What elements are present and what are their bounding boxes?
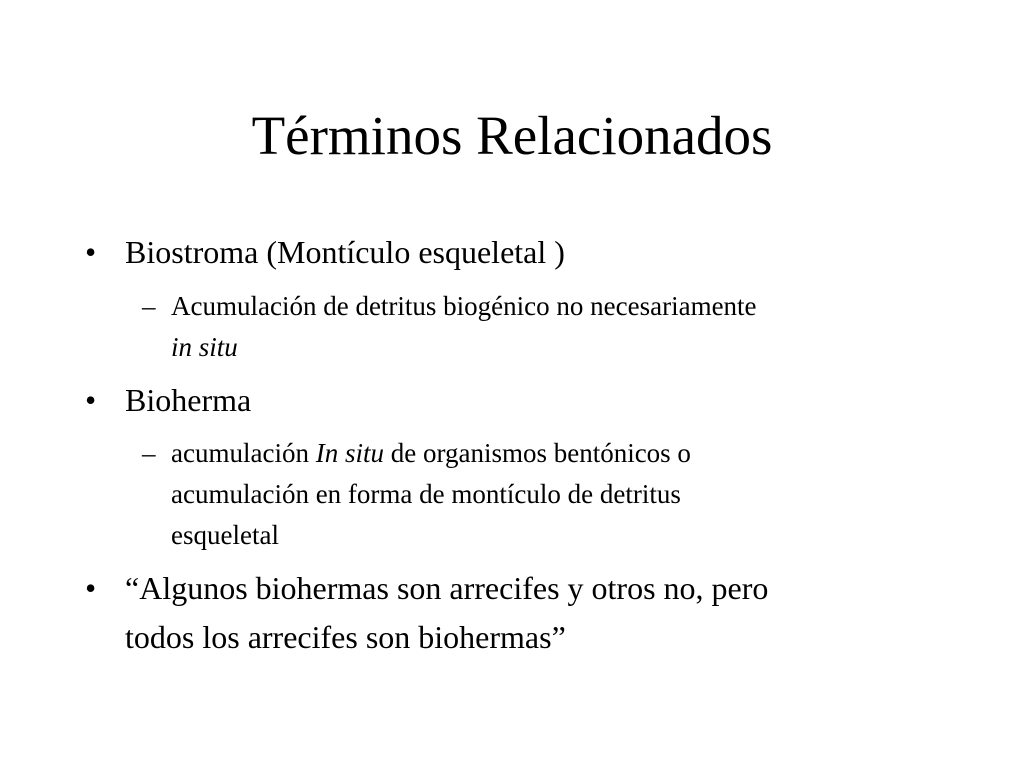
bullet-quote-line-1: “Algunos biohermas son arrecifes y otros no, pero [125,570,769,606]
sub-bullet-marker: – [142,291,156,321]
sub-bullet-biostroma-line-2: in situ [171,332,238,362]
sub-bullet-bioherma-line-1 [171,433,691,473]
slide-title: Términos Relacionados [251,105,773,166]
sub-bullet-bioherma-line-2: acumulación en forma de montículo de detritus [171,479,681,509]
bullet-biostroma: Biostroma (Montículo esqueletal ) [125,234,565,270]
bullet-marker: • [85,234,97,270]
sub-bullet-bioherma-italic: In situ [315,438,384,468]
sub-bullet-bioherma-line-3: esqueletal [171,520,279,550]
sub-bullet-marker: – [142,438,156,468]
sub-bullet-bioherma-text-after: de organismos bentónicos o [390,438,691,468]
bullet-marker: • [85,382,97,418]
sub-bullet-biostroma-line-1: Acumulación de detritus biogénico no necesariamente [171,291,757,321]
bullet-quote-line-2: todos los arrecifes son biohermas” [125,619,566,655]
bullet-bioherma: Bioherma [125,382,252,418]
sub-bullet-bioherma-text-before: acumulación [171,438,309,468]
bullet-marker: • [85,570,97,606]
